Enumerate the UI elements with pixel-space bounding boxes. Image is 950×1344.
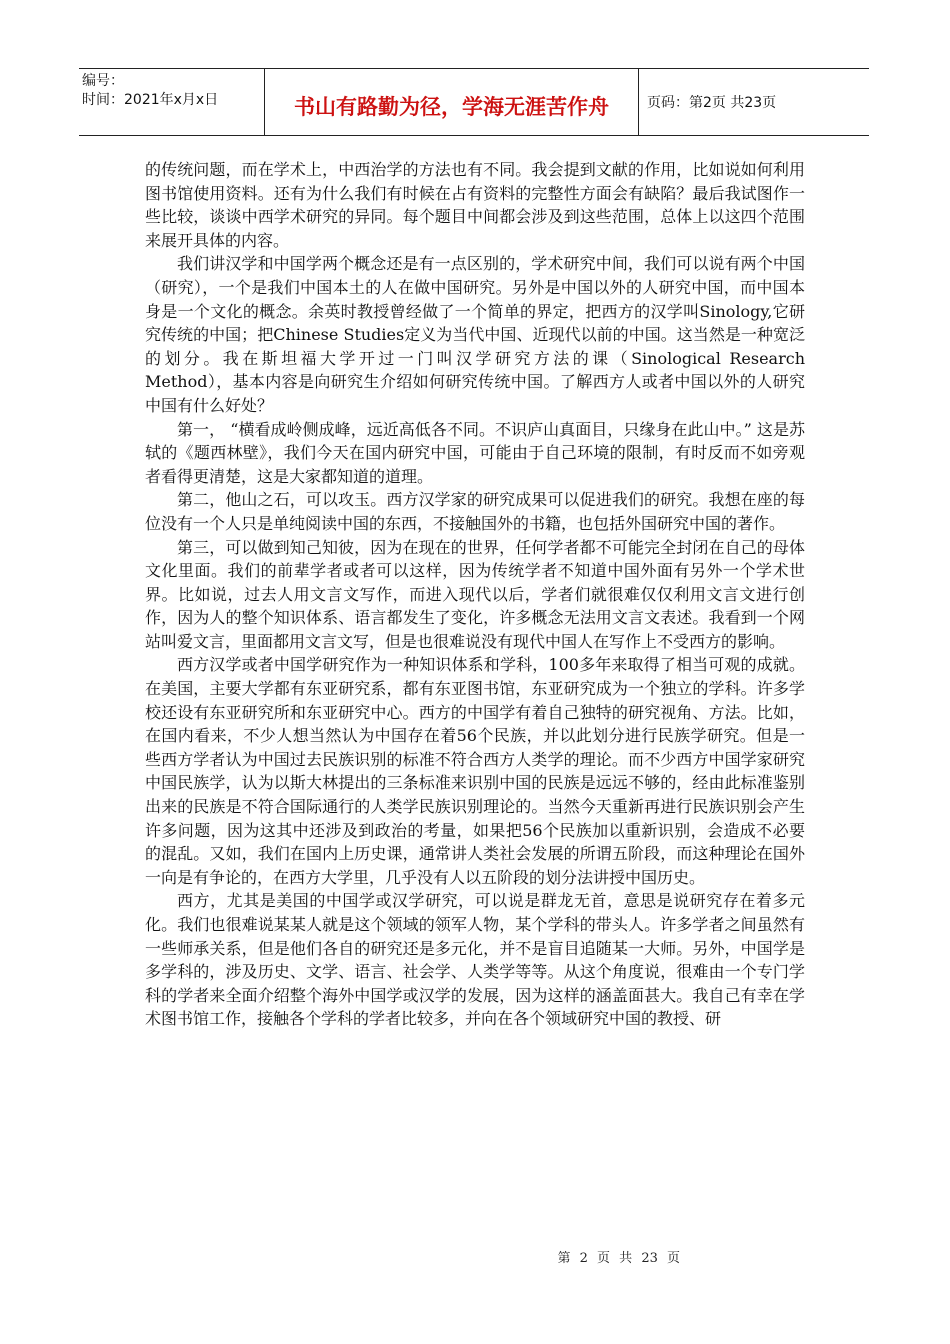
- document-body: [145, 158, 805, 1031]
- header-page-info: 页码：第2页 共23页: [647, 95, 777, 111]
- serial-label: 编号：: [82, 73, 124, 89]
- paragraph-2: 我们讲汉学和中国学两个概念还是有一点区别的，学术研究中间，我们可以说有两个中国（研究），一个是我们中国本土的人在做中国研究。另外是中国以外的人研究中国，而中国本身是一个文化的概念。余英时教授曾经做了一个简单的界定，把西方的汉学叫Sinology,它研究传统的中国；把Chinese Studies定义为当代中国、近现代以前的中国。这当然是一种宽泛的划分。我在斯坦福大学开过一门叫汉学研究方法的课（Sinological Research Method），基本内容是向研究生介绍如何研究传统中国。了解西方人或者中国以外的人研究中国有什么好处？: [145, 254, 805, 415]
- header-meta: [79, 69, 265, 135]
- paragraph-1: 的传统问题，而在学术上，中西治学的方法也有不同。我会提到文献的作用，比如说如何利用图书馆使用资料。还有为什么我们有时候在占有资料的完整性方面会有缺陷？最后我试图作一些比较，谈谈中西学术研究的异同。每个题目中间都会涉及到这些范围，总体上以这四个范围来展开具体的内容。: [145, 160, 805, 250]
- date-line: 时间：2021年x月x日: [82, 92, 219, 108]
- page-footer: 第 2 页 共 23 页: [557, 1251, 680, 1266]
- paragraph-3: 第一， “横看成岭侧成峰，远近高低各不同。不识庐山真面目，只缘身在此山中。” 这是苏轼的《题西林壁》，我们今天在国内研究中国，可能由于自己环境的限制，有时反而不如旁观者看得更清楚，这是大家都知道的道理。: [145, 419, 805, 486]
- page-header: [79, 68, 869, 136]
- header-motto: 书山有路勤为径，学海无涯苦作舟: [265, 69, 639, 135]
- paragraph-6: 西方汉学或者中国学研究作为一种知识体系和学科，100多年来取得了相当可观的成就。在美国，主要大学都有东亚研究系，都有东亚图书馆，东亚研究成为一个独立的学科。许多学校还设有东亚研究所和东亚研究中心。西方的中国学有着自己独特的研究视角、方法。比如，在国内看来，不少人想当然认为中国存在着56个民族，并以此划分进行民族学研究。但是一些西方学者认为中国过去民族识别的标准不符合西方人类学的理论。而不少西方中国学家研究中国民族学，认为以斯大林提出的三条标准来识别中国的民族是远远不够的，经由此标准鉴别出来的民族是不符合国际通行的人类学民族识别理论的。当然今天重新再进行民族识别会产生许多问题，因为这其中还涉及到政治的考量，如果把56个民族加以重新识别，会造成不必要的混乱。又如，我们在国内上历史课，通常讲人类社会发展的所谓五阶段，而这种理论在国外一向是有争论的，在西方大学里，几乎没有人以五阶段的划分法讲授中国历史。: [145, 655, 805, 887]
- paragraph-4: 第二，他山之石，可以攻玉。西方汉学家的研究成果可以促进我们的研究。我想在座的每位没有一个人只是单纯阅读中国的东西，不接触国外的书籍，也包括外国研究中国的著作。: [145, 490, 805, 533]
- paragraph-5: 第三，可以做到知己知彼，因为在现在的世界，任何学者都不可能完全封闭在自己的母体文化里面。我们的前辈学者或者可以这样，因为传统学者不知道中国外面有另外一个学术世界。比如说，过去人用文言文写作，而进入现代以后，学者们就很难仅仅利用文言文进行创作，因为人的整个知识体系、语言都发生了变化，许多概念无法用文言文表述。我看到一个网站叫爱文言，里面都用文言文写，但是也很难说没有现代中国人在写作上不受西方的影响。: [145, 537, 805, 651]
- paragraph-7: 西方，尤其是美国的中国学或汉学研究，可以说是群龙无首，意思是说研究存在着多元化。我们也很难说某某人就是这个领域的领军人物，某个学科的带头人。许多学者之间虽然有一些师承关系，但是他们各自的研究还是多元化，并不是盲目追随某一大师。另外，中国学是多学科的，涉及历史、文学、语言、社会学、人类学等等。从这个角度说，很难由一个专门学科的学者来全面介绍整个海外中国学或汉学的发展，因为这样的涵盖面甚大。我自己有幸在学术图书馆工作，接触各个学科的学者比较多，并向在各个领域研究中国的教授、研: [145, 891, 805, 1029]
